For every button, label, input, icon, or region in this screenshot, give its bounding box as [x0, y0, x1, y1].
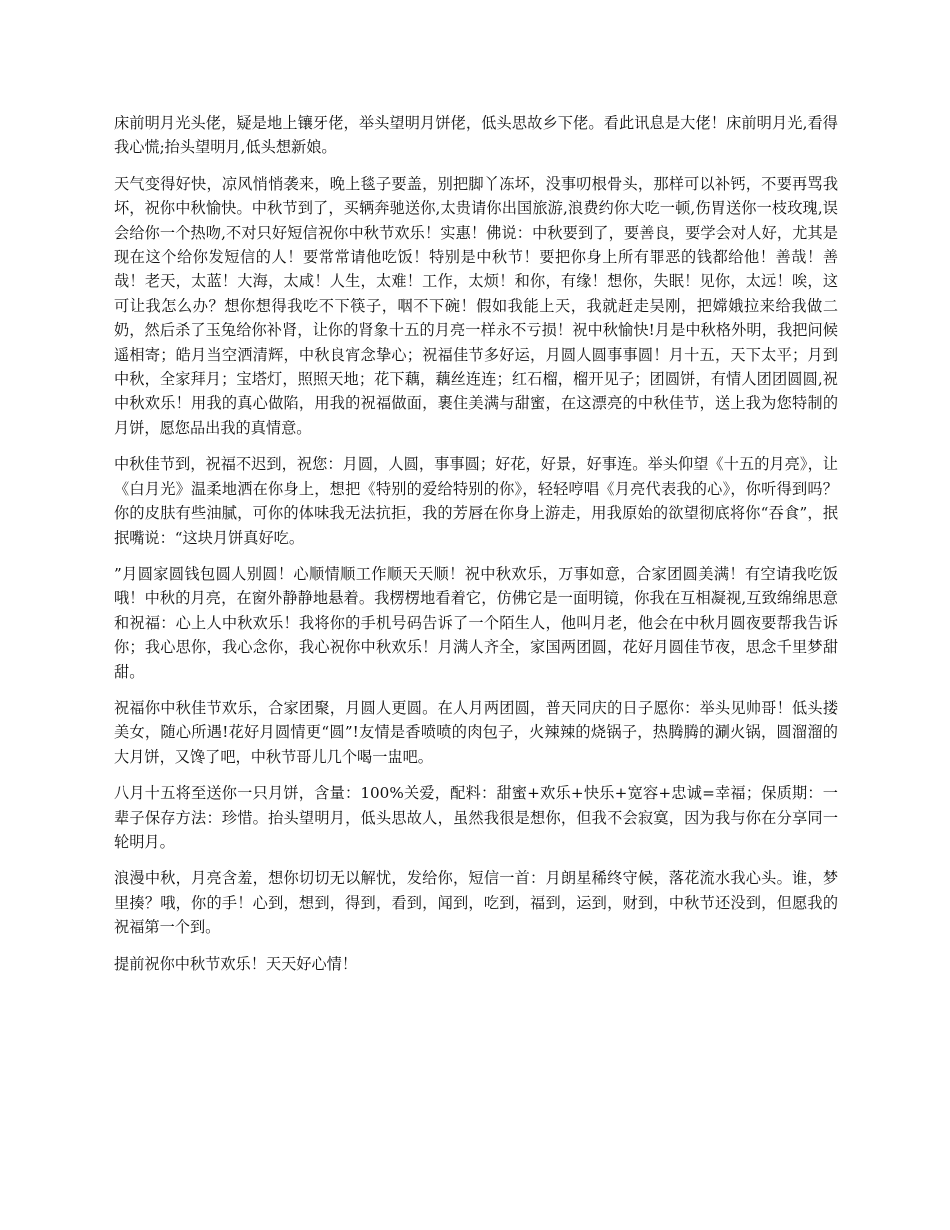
paragraph-8: 提前祝你中秋节欢乐！天天好心情！: [114, 954, 357, 973]
paragraph-7: 浪漫中秋，月亮含羞，想你切切无以解忧，发给你，短信一首：月朗星稀终守候，落花流水我心头。谁，梦里揍？哦，你的手！心到，想到，得到，看到，闻到，吃到，福到，运到，财到，中秋节还没到，但愿我的祝福第一个到。: [114, 869, 838, 937]
paragraph-3: 中秋佳节到，祝福不迟到，祝您：月圆，人圆，事事圆；好花，好景，好事连。举头仰望《十五的月亮》，让《白月光》温柔地洒在你身上，想把《特别的爱给特别的你》，轻轻哼唱《月亮代表我的心》，你听得到吗？你的皮肤有些油腻，可你的体味我无法抗拒，我的芳唇在你身上游走，用我原始的欲望彻底将你“吞食”，抿抿嘴说：“这块月饼真好吃。: [114, 455, 838, 547]
paragraph-4: ”月圆家圆钱包圆人别圆！心顺情顺工作顺天天顺！祝中秋欢乐，万事如意，合家团圆美满！有空请我吃饭哦！中秋的月亮，在窗外静静地悬着。我楞楞地看着它，仿佛它是一面明镜，你我在互相凝视,互致绵绵思意和祝福：心上人中秋欢乐！我将你的手机号码告诉了一个陌生人，他叫月老，他会在中秋月圆夜要帮我告诉你；我心思你，我心念你，我心祝你中秋欢乐！月满人齐全，家国两团圆，花好月圆佳节夜，思念千里梦甜甜。: [114, 564, 838, 681]
paragraph-2: 天气变得好快，凉风悄悄袭来，晚上毯子要盖，别把脚丫冻坏，没事叨根骨头，那样可以补钙，不要再骂我坏，祝你中秋愉快。中秋节到了，买辆奔驰送你,太贵请你出国旅游,浪费约你大吃一顿,伤胃送你一枝玫瑰,误会给你一个热吻,不对只好短信祝你中秋节欢乐！实惠！佛说：中秋要到了，要善良，要学会对人好，尤其是现在这个给你发短信的人！要常常请他吃饭！特别是中秋节！要把你身上所有罪恶的钱都给他！善哉！善哉！老天，太蓝！大海，太咸！人生，太难！工作，太烦！和你，有缘！想你，失眠！见你，太远！唉，这可让我怎么办？想你想得我吃不下筷子，咽不下碗！假如我能上天，我就赶走吴刚，把嫦娥拉来给我做二奶，然后杀了玉兔给你补肾，让你的肾象十五的月亮一样永不亏损！祝中秋愉快!月是中秋格外明，我把问候遥相寄；皓月当空洒清辉，中秋良宵念挚心；祝福佳节多好运，月圆人圆事事圆！月十五，天下太平；月到中秋，全家拜月；宝塔灯，照照天地；花下藕，藕丝连连；红石榴，榴开见子；团圆饼，有情人团团圆圆,祝中秋欢乐！用我的真心做陷，用我的祝福做面，裹住美满与甜蜜，在这漂亮的中秋佳节，送上我为您特制的月饼，愿您品出我的真情意。: [114, 174, 838, 437]
paragraph-1: 床前明月光头佬，疑是地上镶牙佬，举头望明月饼佬，低头思故乡下佬。看此讯息是大佬！床前明月光,看得我心慌;抬头望明月,低头想新娘。: [114, 114, 838, 157]
paragraph-5: 祝福你中秋佳节欢乐，合家团聚，月圆人更圆。在人月两团圆，普天同庆的日子愿你：举头见帅哥！低头搂美女，随心所遇!花好月圆情更“圆”!友情是香喷喷的肉包子，火辣辣的烧锅子，热腾腾的涮火锅，圆溜溜的大月饼，又馋了吧，中秋节哥儿几个喝一盅吧。: [114, 698, 838, 766]
document-body: [114, 111, 838, 988]
paragraph-6: 八月十五将至送你一只月饼，含量：100%关爱，配料：甜蜜+欢乐+快乐+宽容+忠诚=幸福；保质期：一辈子保存方法：珍惜。抬头望明月，低头思故人，虽然我很是想你，但我不会寂寞，因为我与你在分享同一轮明月。: [114, 784, 838, 851]
